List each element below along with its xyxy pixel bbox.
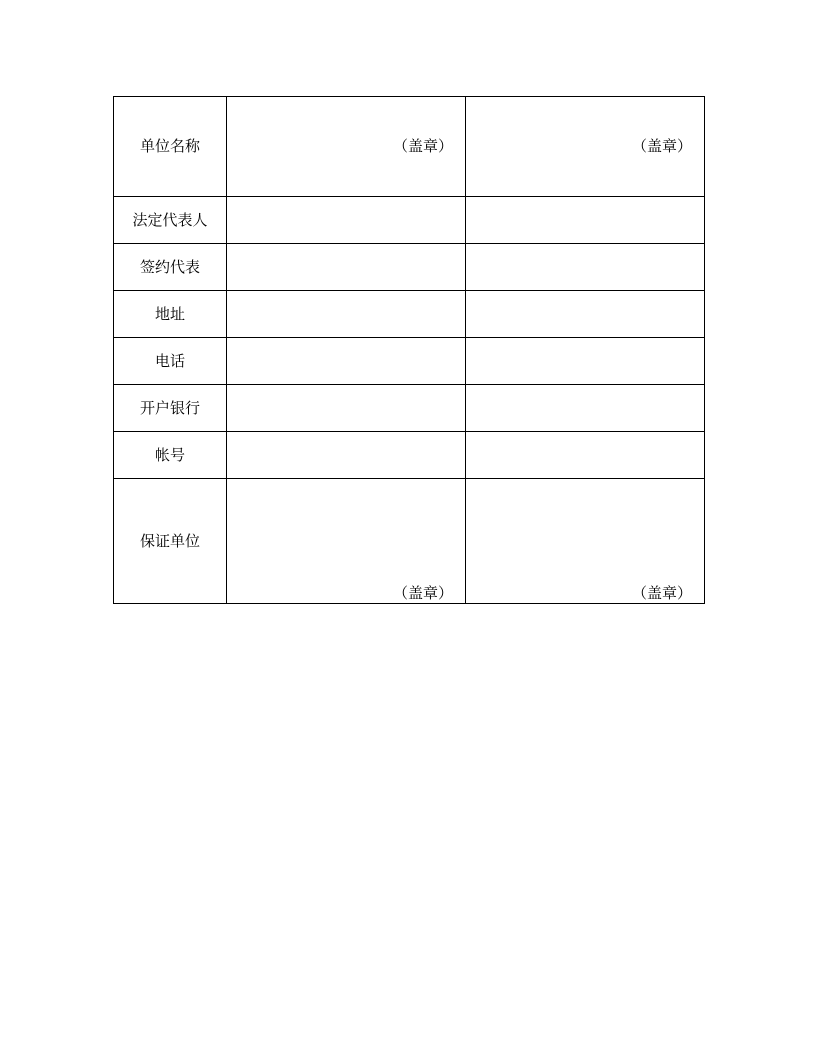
row-legal-rep: [114, 197, 705, 244]
row-address: [114, 291, 705, 338]
row-unit-name: [114, 97, 705, 197]
row-account: [114, 432, 705, 479]
label-phone: 电话: [114, 338, 227, 385]
signing-rep-party-a-cell[interactable]: [227, 244, 466, 291]
label-account: 帐号: [114, 432, 227, 479]
guarantor-seal-note-party-b: （盖章）: [631, 584, 692, 602]
bank-party-b-cell[interactable]: [466, 385, 705, 432]
signing-rep-party-b-cell[interactable]: [466, 244, 705, 291]
guarantor-seal-note-party-a: （盖章）: [392, 584, 453, 602]
unit-name-party-a-cell[interactable]: [227, 97, 466, 197]
row-bank: [114, 385, 705, 432]
account-party-b-cell[interactable]: [466, 432, 705, 479]
seal-note-party-a: （盖章）: [392, 137, 453, 155]
guarantor-party-b-cell[interactable]: [466, 479, 705, 604]
account-party-a-cell[interactable]: [227, 432, 466, 479]
row-signing-rep: [114, 244, 705, 291]
label-unit-name: 单位名称: [114, 97, 227, 197]
row-guarantor: [114, 479, 705, 604]
address-party-b-cell[interactable]: [466, 291, 705, 338]
row-phone: [114, 338, 705, 385]
guarantor-party-a-cell[interactable]: [227, 479, 466, 604]
label-legal-rep: 法定代表人: [114, 197, 227, 244]
label-guarantor: 保证单位: [114, 479, 227, 604]
bank-party-a-cell[interactable]: [227, 385, 466, 432]
legal-rep-party-b-cell[interactable]: [466, 197, 705, 244]
phone-party-a-cell[interactable]: [227, 338, 466, 385]
unit-name-party-b-cell[interactable]: [466, 97, 705, 197]
phone-party-b-cell[interactable]: [466, 338, 705, 385]
label-signing-rep: 签约代表: [114, 244, 227, 291]
label-address: 地址: [114, 291, 227, 338]
contract-party-info-table: [113, 96, 705, 604]
address-party-a-cell[interactable]: [227, 291, 466, 338]
legal-rep-party-a-cell[interactable]: [227, 197, 466, 244]
seal-note-party-b: （盖章）: [631, 137, 692, 155]
label-bank: 开户银行: [114, 385, 227, 432]
